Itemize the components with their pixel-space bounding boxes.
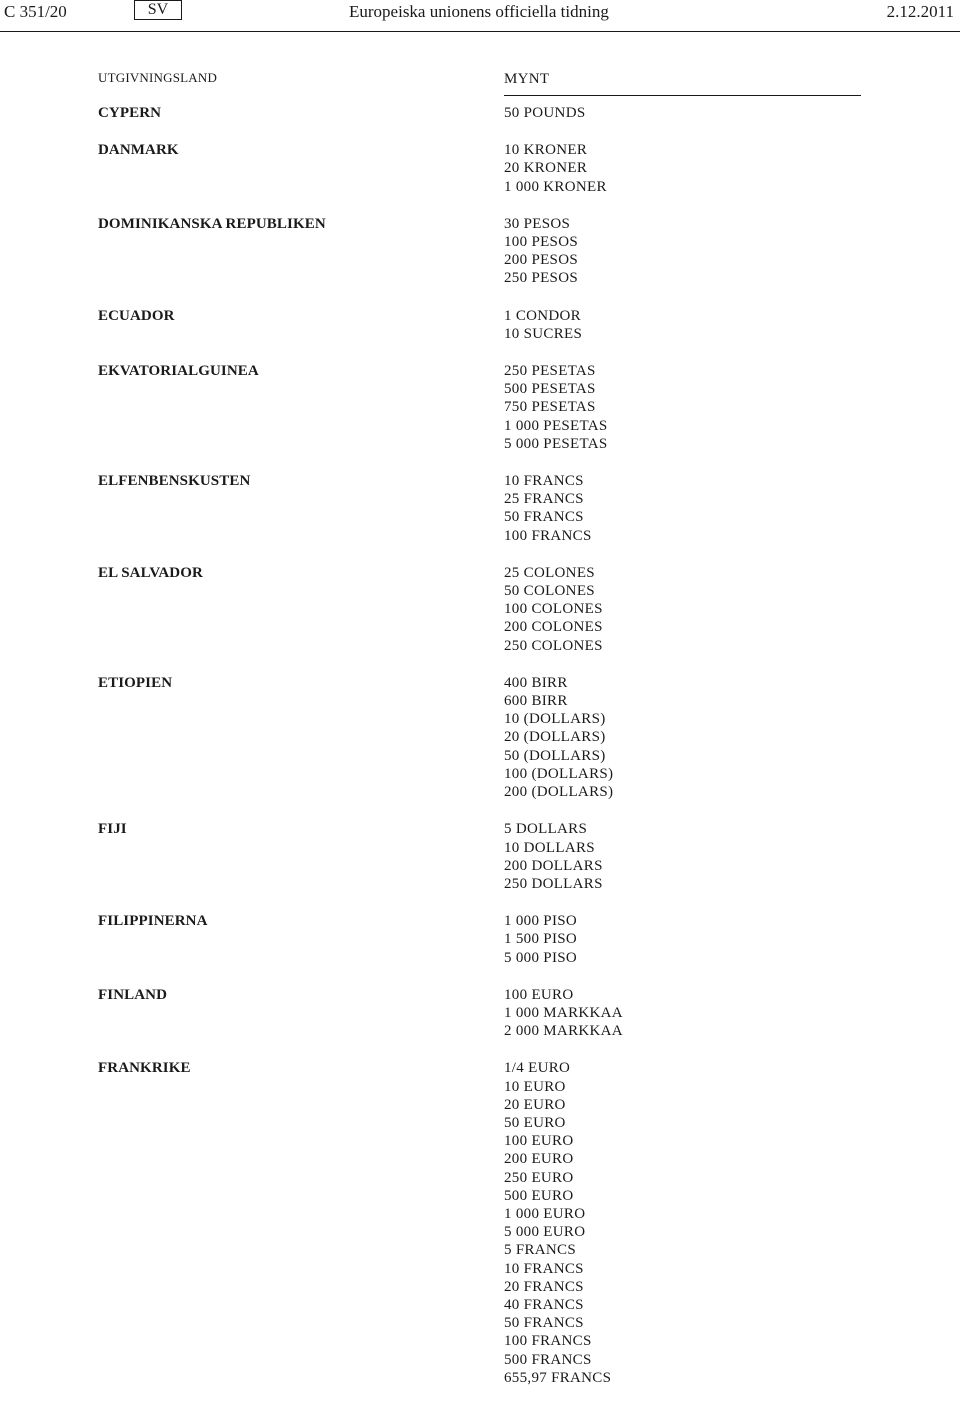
coin-denomination: 20 EURO bbox=[504, 1096, 566, 1113]
coin-denomination: 50 POUNDS bbox=[504, 105, 586, 121]
coin-denomination: 250 COLONES bbox=[504, 637, 603, 654]
coin-denomination: 100 EURO bbox=[504, 1133, 574, 1150]
column-header-country: UTGIVNINGSLAND bbox=[98, 70, 218, 85]
coin-denomination: 250 DOLLARS bbox=[504, 875, 603, 892]
coin-denomination: 250 EURO bbox=[504, 1169, 574, 1186]
coin-denomination: 655,97 FRANCS bbox=[504, 1369, 612, 1386]
table-row bbox=[0, 674, 960, 801]
coin-denomination: 200 PESOS bbox=[504, 252, 578, 269]
country-name: DOMINIKANSKA REPUBLIKEN bbox=[98, 215, 326, 232]
table-row bbox=[0, 362, 960, 453]
coin-denomination: 100 FRANCS bbox=[504, 527, 592, 544]
country-name: FINLAND bbox=[98, 986, 168, 1003]
coin-denomination: 50 FRANCS bbox=[504, 1315, 584, 1332]
coin-denomination: 20 FRANCS bbox=[504, 1278, 584, 1295]
coin-denomination: 1 000 PISO bbox=[504, 913, 578, 930]
coin-denomination: 1/4 EURO bbox=[504, 1060, 571, 1077]
page-reference: C 351/20 bbox=[4, 2, 67, 21]
table-row bbox=[0, 472, 960, 545]
coin-denomination: 2 000 MARKKAA bbox=[504, 1023, 623, 1040]
table-row bbox=[0, 820, 960, 893]
coin-denomination: 100 FRANCS bbox=[504, 1333, 592, 1350]
coin-denomination: 500 FRANCS bbox=[504, 1351, 592, 1368]
column-header-coin: MYNT bbox=[504, 71, 550, 87]
country-name: ELFENBENSKUSTEN bbox=[98, 473, 251, 490]
coin-list bbox=[504, 912, 960, 967]
coin-denomination: 200 EURO bbox=[504, 1151, 574, 1168]
coin-list bbox=[504, 472, 960, 545]
coin-list bbox=[504, 1059, 960, 1387]
coin-denomination: 5 000 PISO bbox=[504, 949, 578, 966]
country-name: EKVATORIALGUINEA bbox=[98, 363, 259, 380]
country-name: FIJI bbox=[98, 821, 127, 838]
table-row bbox=[0, 564, 960, 655]
country-name: FILIPPINERNA bbox=[98, 913, 208, 930]
coin-denomination: 1 000 KRONER bbox=[504, 178, 607, 195]
coin-denomination: 10 KRONER bbox=[504, 142, 588, 159]
coin-denomination: 600 BIRR bbox=[504, 693, 568, 710]
table-row bbox=[0, 215, 960, 288]
coin-denomination: 1 000 EURO bbox=[504, 1205, 586, 1222]
coin-denomination: 25 COLONES bbox=[504, 564, 595, 581]
coin-denomination: 5 000 PESETAS bbox=[504, 435, 608, 452]
coin-list bbox=[504, 307, 960, 343]
coin-denomination: 50 FRANCS bbox=[504, 509, 584, 526]
coin-denomination: 10 EURO bbox=[504, 1078, 566, 1095]
coin-list bbox=[504, 564, 960, 655]
coin-denomination: 20 KRONER bbox=[504, 160, 588, 177]
coin-list bbox=[504, 820, 960, 893]
coin-denomination: 100 COLONES bbox=[504, 601, 603, 618]
country-name: ETIOPIEN bbox=[98, 674, 173, 691]
coin-list bbox=[504, 215, 960, 288]
language-badge: SV bbox=[134, 0, 182, 20]
coin-denomination: 100 EURO bbox=[504, 986, 574, 1003]
coin-denomination: 1 500 PISO bbox=[504, 931, 578, 948]
coin-denomination: 400 BIRR bbox=[504, 674, 568, 691]
coin-denomination: 100 PESOS bbox=[504, 234, 578, 251]
coin-denomination: 500 EURO bbox=[504, 1187, 574, 1204]
coin-denomination: 10 (DOLLARS) bbox=[504, 711, 606, 728]
coin-denomination: 10 FRANCS bbox=[504, 473, 584, 490]
coin-denomination: 1 CONDOR bbox=[504, 307, 581, 324]
table-row bbox=[0, 307, 960, 343]
publication-date: 2.12.2011 bbox=[886, 2, 954, 21]
coin-denomination: 200 COLONES bbox=[504, 619, 603, 636]
coin-denomination: 5 000 EURO bbox=[504, 1224, 586, 1241]
coin-denomination: 5 FRANCS bbox=[504, 1242, 577, 1259]
coin-denomination: 25 FRANCS bbox=[504, 491, 584, 508]
coin-denomination: 50 COLONES bbox=[504, 583, 595, 600]
coin-list bbox=[504, 362, 960, 453]
table-row bbox=[0, 1059, 960, 1387]
coin-list bbox=[504, 986, 960, 1041]
coin-denomination: 750 PESETAS bbox=[504, 399, 596, 416]
coin-denomination: 50 EURO bbox=[504, 1114, 566, 1131]
column-header-divider bbox=[504, 95, 861, 96]
coin-list bbox=[504, 674, 960, 801]
table-row bbox=[0, 986, 960, 1041]
country-name: ECUADOR bbox=[98, 307, 175, 324]
country-name: DANMARK bbox=[98, 142, 179, 159]
coin-denomination: 40 FRANCS bbox=[504, 1296, 584, 1313]
coin-denomination: 200 DOLLARS bbox=[504, 857, 603, 874]
coin-denomination: 10 DOLLARS bbox=[504, 839, 595, 856]
coin-denomination: 250 PESETAS bbox=[504, 363, 596, 380]
table-row bbox=[0, 104, 960, 122]
coin-denomination: 1 000 PESETAS bbox=[504, 417, 608, 434]
coin-denomination: 1 000 MARKKAA bbox=[504, 1004, 623, 1021]
coin-denomination: 200 (DOLLARS) bbox=[504, 784, 614, 801]
table-row bbox=[0, 141, 960, 196]
header-divider bbox=[0, 31, 960, 32]
coin-denomination: 10 FRANCS bbox=[504, 1260, 584, 1277]
table-row bbox=[0, 912, 960, 967]
country-name: EL SALVADOR bbox=[98, 564, 203, 581]
coin-denomination: 5 DOLLARS bbox=[504, 821, 588, 838]
country-name: CYPERN bbox=[98, 105, 162, 121]
country-name: FRANKRIKE bbox=[98, 1060, 191, 1077]
coin-list bbox=[504, 104, 960, 122]
coin-denomination: 30 PESOS bbox=[504, 215, 571, 232]
coin-denomination: 100 (DOLLARS) bbox=[504, 765, 614, 782]
coin-denomination: 20 (DOLLARS) bbox=[504, 729, 606, 746]
coin-denomination: 50 (DOLLARS) bbox=[504, 747, 606, 764]
coin-denomination: 500 PESETAS bbox=[504, 381, 596, 398]
page-header bbox=[0, 0, 960, 34]
coin-denomination: 10 SUCRES bbox=[504, 325, 583, 342]
coin-table bbox=[0, 104, 960, 1406]
journal-title: Europeiska unionens officiella tidning bbox=[349, 2, 609, 21]
coin-denomination: 250 PESOS bbox=[504, 270, 578, 287]
coin-list bbox=[504, 141, 960, 196]
